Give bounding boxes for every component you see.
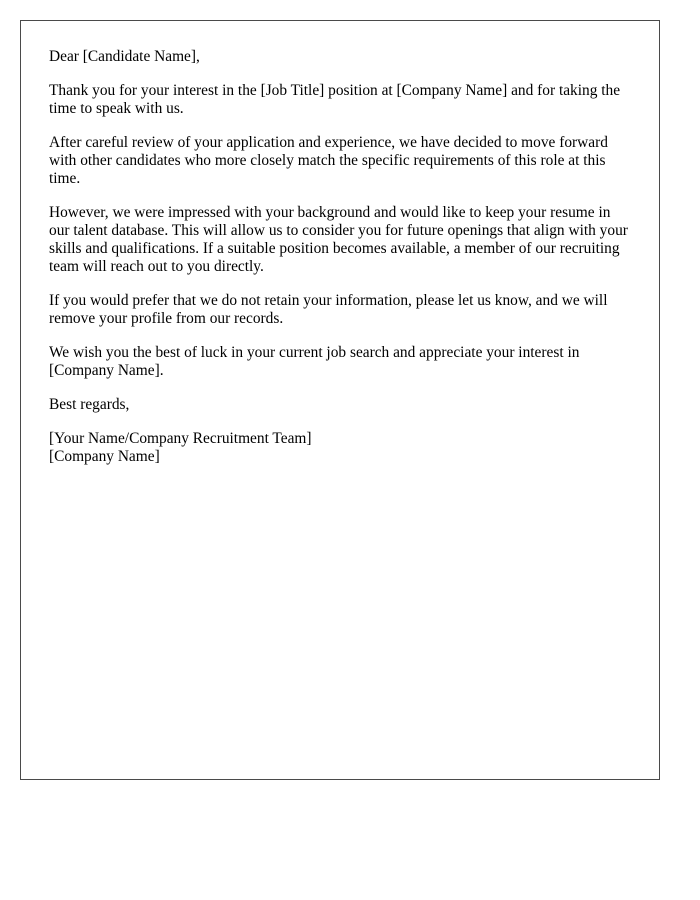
- letter-page: [20, 20, 660, 780]
- signature-company: [Company Name]: [49, 448, 160, 465]
- letter-greeting: Dear [Candidate Name],: [49, 48, 200, 65]
- signature-name: [Your Name/Company Recruitment Team]: [49, 430, 312, 447]
- letter-paragraph-best-wishes: We wish you the best of luck in your current job search and appreciate your interest in [Company Name].: [49, 344, 580, 379]
- letter-paragraph-decision: After careful review of your application and experience, we have decided to move forward with other candidates who more closely match the specific requirements of this role at this time.: [49, 134, 608, 187]
- letter-paragraph-talent-database: However, we were impressed with your background and would like to keep your resume in our talent database. This will allow us to consider you for future openings that align with your skills and qualifications. If a suitable position becomes available, a member of our recruiting team will reach out to you directly.: [49, 204, 628, 275]
- letter-paragraph-retention: If you would prefer that we do not retain your information, please let us know, and we will remove your profile from our records.: [49, 292, 608, 327]
- letter-paragraph-thanks: Thank you for your interest in the [Job Title] position at [Company Name] and for taking the time to speak with us.: [49, 82, 621, 117]
- letter-signature: [49, 430, 631, 466]
- letter-closing: Best regards,: [49, 396, 130, 413]
